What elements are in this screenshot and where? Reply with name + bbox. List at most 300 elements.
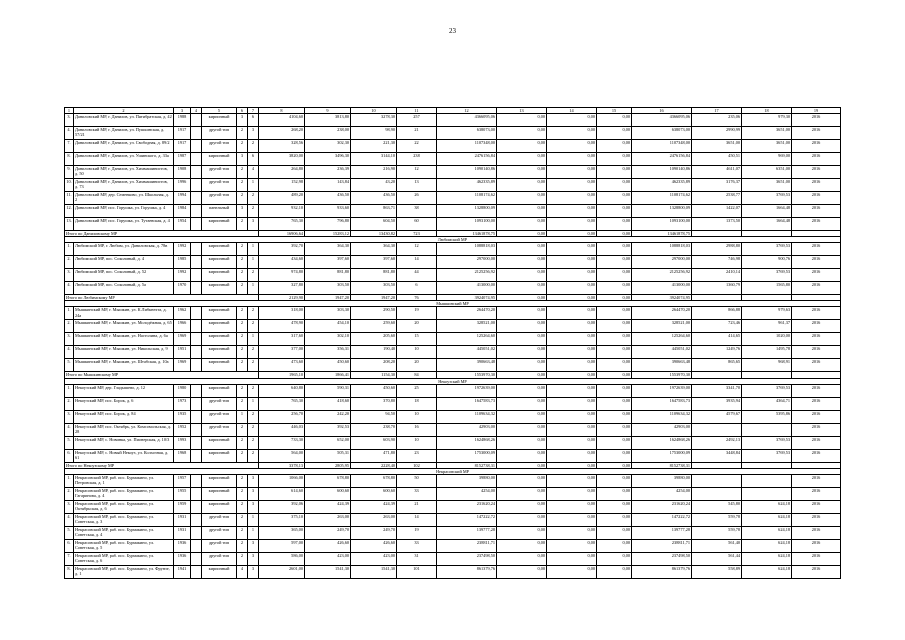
budget-cell: 0,00 — [547, 179, 597, 192]
owners-funds-cell: 139777,28 — [632, 526, 692, 539]
residents-cell: 21 — [397, 500, 437, 513]
cost-total-cell: 147222,72 — [437, 513, 497, 526]
local-budget-cell: 0,00 — [597, 565, 632, 578]
owners-funds-cell: 297000,00 — [632, 256, 692, 269]
entrances-cell: 2 — [248, 320, 259, 333]
local-budget-cell: 0,00 — [597, 487, 632, 500]
cost-total-cell: 1093100,00 — [437, 218, 497, 231]
unit-cost-cell: 3448,84 — [692, 449, 742, 462]
residents-cell: 25 — [397, 384, 437, 397]
area-cell: 454,10 — [305, 320, 351, 333]
completion-year-cell: 2016 — [792, 552, 841, 565]
address-cell: Некрасовский МР, раб. пос. Бурмакино, ул. Советская, д. 6 — [74, 552, 174, 565]
unit-cost-cell: 559,78 — [692, 513, 742, 526]
area-residential-cell: 678,80 — [351, 474, 397, 487]
wall-material-cell: кирпичный — [202, 307, 237, 320]
address-cell: Даниловский МР, г. Данилов, ул. Ушинского, д. 33а — [74, 153, 174, 166]
empty-cell — [191, 474, 202, 487]
area-cell: 236,39 — [305, 166, 351, 179]
row-number: 4. — [65, 513, 74, 526]
area-cell: 249,70 — [305, 526, 351, 539]
area-residential-cell: 450,60 — [351, 384, 397, 397]
column-number: 18 — [742, 108, 792, 114]
owners-funds-cell: 1090140,86 — [632, 166, 692, 179]
entrances-cell: 2 — [248, 410, 259, 423]
owners-funds-cell: 237498,50 — [632, 552, 692, 565]
area-total-cell: 473,60 — [259, 359, 305, 372]
max-cost-cell: 1664,48 — [742, 205, 792, 218]
local-budget-cell: 0,00 — [597, 539, 632, 552]
wall-material-cell: кирпичный — [202, 500, 237, 513]
cost-total-cell: 1108174,62 — [437, 192, 497, 205]
wall-material-cell: другой тип — [202, 397, 237, 410]
wall-material-cell: кирпичный — [202, 359, 237, 372]
empty-cell — [191, 153, 202, 166]
empty-cell — [191, 346, 202, 359]
residents-cell: 23 — [397, 449, 437, 462]
cost-total-cell: 413000,00 — [437, 282, 497, 295]
total-cost: 0,00 — [597, 462, 632, 468]
wall-material-cell: кирпичный — [202, 384, 237, 397]
unit-cost-cell: 723,46 — [692, 320, 742, 333]
owners-funds-cell: 328521,00 — [632, 320, 692, 333]
address-cell: Некоузский МР, пос. Борок, д. 6 — [74, 397, 174, 410]
unit-cost-cell: 2990,99 — [692, 127, 742, 140]
area-total-cell: 2601,00 — [259, 565, 305, 578]
total-cost: 0,00 — [547, 231, 597, 237]
total-area: 1154,30 — [351, 372, 397, 378]
table-row — [65, 539, 841, 552]
completion-year-cell: 2016 — [792, 384, 841, 397]
entrances-cell: 2 — [248, 205, 259, 218]
owners-funds-cell: 1109634,32 — [632, 410, 692, 423]
unit-cost-cell: 4579,67 — [692, 410, 742, 423]
local-budget-cell: 0,00 — [597, 269, 632, 282]
budget-cell: 0,00 — [547, 127, 597, 140]
total-cost: 13461878,75 — [632, 231, 692, 237]
completion-year-cell: 2016 — [792, 307, 841, 320]
table-row — [65, 513, 841, 526]
unit-cost-cell — [692, 487, 742, 500]
entrances-cell: 6 — [248, 114, 259, 127]
max-cost-cell: 1020,00 — [742, 333, 792, 346]
address-cell: Некрасовский МР, раб. пос. Бурмакино, ул. Советская, д. 4 — [74, 526, 174, 539]
wall-material-cell: кирпичный — [202, 269, 237, 282]
budget-cell: 0,00 — [547, 140, 597, 153]
budget-cell: 0,00 — [547, 114, 597, 127]
address-cell: Любимский МР, пос. Соколиный, д. 4 — [74, 256, 174, 269]
year-cell: 1959 — [174, 500, 191, 513]
address-cell: Мышкинский МР, г. Мышкин, ул. Настолина, д. 6а — [74, 333, 174, 346]
area-total-cell: 489,20 — [259, 192, 305, 205]
completion-year-cell: 2016 — [792, 436, 841, 449]
cost-total-cell: 297000,00 — [437, 256, 497, 269]
empty-cell — [191, 539, 202, 552]
area-total-cell: 317,60 — [259, 333, 305, 346]
area-total-cell: 264,80 — [259, 166, 305, 179]
column-number: 4 — [191, 108, 202, 114]
entrances-cell: 2 — [248, 140, 259, 153]
cost-total-cell: 638073,00 — [437, 127, 497, 140]
floors-cell: 4 — [237, 565, 248, 578]
completion-year-cell: 2016 — [792, 269, 841, 282]
empty-cell — [191, 423, 202, 436]
empty-cell — [191, 410, 202, 423]
fund-cell: 0,00 — [497, 320, 547, 333]
completion-year-cell: 2016 — [792, 140, 841, 153]
row-number: 2. — [65, 320, 74, 333]
unit-cost-cell: 561,44 — [692, 552, 742, 565]
area-cell: 450,60 — [305, 359, 351, 372]
wall-material-cell: кирпичный — [202, 320, 237, 333]
area-cell: 590,31 — [305, 384, 351, 397]
register-table — [64, 107, 841, 579]
residents-cell: 16 — [397, 423, 437, 436]
owners-funds-cell: 42903,00 — [632, 423, 692, 436]
address-cell: Некрасовский МР, раб. пос. Бурмакино, ул. Фрунзе, д. 1 — [74, 565, 174, 578]
area-residential-cell: 221,30 — [351, 140, 397, 153]
year-cell: 1917 — [174, 140, 191, 153]
total-cost: 0,00 — [547, 295, 597, 301]
cost-total-cell: 1328800,09 — [437, 205, 497, 218]
cost-total-cell: 1088818,03 — [437, 243, 497, 256]
year-cell: 1973 — [174, 397, 191, 410]
register-table-container — [64, 107, 840, 579]
fund-cell: 0,00 — [497, 127, 547, 140]
residents-cell: 21 — [397, 127, 437, 140]
year-cell: 1917 — [174, 127, 191, 140]
owners-funds-cell: 1108174,62 — [632, 192, 692, 205]
area-residential-cell: 1541,30 — [351, 565, 397, 578]
budget-cell: 0,00 — [547, 436, 597, 449]
cost-total-cell: 4366095,06 — [437, 114, 497, 127]
table-row — [65, 282, 841, 295]
cost-total-cell: 125264,60 — [437, 333, 497, 346]
fund-cell: 0,00 — [497, 179, 547, 192]
cost-total-cell: 445051,02 — [437, 346, 497, 359]
year-cell: 1994 — [174, 192, 191, 205]
fund-cell: 0,00 — [497, 153, 547, 166]
address-cell: Даниловский МР, г. Данилов, ул. Химмашинистов, д. 50 — [74, 166, 174, 179]
max-cost-cell: 4364,71 — [742, 397, 792, 410]
residents-cell: 20 — [397, 320, 437, 333]
max-cost-cell: 624,18 — [742, 526, 792, 539]
fund-cell: 0,00 — [497, 307, 547, 320]
cost-total-cell: 1090140,86 — [437, 166, 497, 179]
unit-cost-cell: 561,40 — [692, 539, 742, 552]
completion-year-cell: 2016 — [792, 114, 841, 127]
fund-cell: 0,00 — [497, 539, 547, 552]
table-row — [65, 243, 841, 256]
floors-cell: 2 — [237, 397, 248, 410]
total-area: 1947,20 — [305, 295, 351, 301]
local-budget-cell: 0,00 — [597, 333, 632, 346]
area-residential-cell: 94,50 — [351, 410, 397, 423]
entrances-cell: 3 — [248, 539, 259, 552]
area-total-cell: 614,60 — [259, 487, 305, 500]
residents-cell: 31 — [397, 552, 437, 565]
year-cell: 1993 — [174, 436, 191, 449]
area-residential-cell: 259,60 — [351, 320, 397, 333]
max-cost-cell: 624,18 — [742, 513, 792, 526]
cost-total-cell: 231620,24 — [437, 500, 497, 513]
budget-cell: 0,00 — [547, 526, 597, 539]
residents-cell: 38 — [397, 205, 437, 218]
section-title: Любимский МР — [65, 237, 841, 243]
unit-cost-cell: 3341,70 — [692, 384, 742, 397]
entrances-cell: 2 — [248, 307, 259, 320]
total-area: 16906,64 — [259, 231, 305, 237]
row-number: 3. — [65, 269, 74, 282]
table-row — [65, 114, 841, 127]
entrances-cell: 1 — [248, 282, 259, 295]
area-total-cell: 268,20 — [259, 127, 305, 140]
area-cell: 356,31 — [305, 346, 351, 359]
owners-funds-cell: 445051,02 — [632, 346, 692, 359]
row-number: 7. — [65, 140, 74, 153]
local-budget-cell: 0,00 — [597, 114, 632, 127]
area-total-cell: 328,56 — [259, 140, 305, 153]
area-residential-cell: 436,50 — [351, 192, 397, 205]
area-residential-cell: 471,80 — [351, 449, 397, 462]
local-budget-cell: 0,00 — [597, 526, 632, 539]
row-number: 3. — [65, 333, 74, 346]
area-residential-cell: 98,90 — [351, 127, 397, 140]
residents-cell: 6 — [397, 282, 437, 295]
row-number: 12. — [65, 205, 74, 218]
row-number: 6. — [65, 539, 74, 552]
max-cost-cell: 3769,53 — [742, 449, 792, 462]
residents-cell: 60 — [397, 218, 437, 231]
residents-cell: 33 — [397, 487, 437, 500]
local-budget-cell: 0,00 — [597, 256, 632, 269]
area-residential-cell: 263,00 — [351, 513, 397, 526]
area-residential-cell: 216,90 — [351, 166, 397, 179]
year-cell: 1957 — [174, 474, 191, 487]
budget-cell: 0,00 — [547, 500, 597, 513]
budget-cell: 0,00 — [547, 346, 597, 359]
area-cell: 505,31 — [305, 449, 351, 462]
floors-cell: 2 — [237, 243, 248, 256]
empty-cell — [191, 513, 202, 526]
total-area: 13430,82 — [351, 231, 397, 237]
address-cell: Мышкинский МР, г. Мышкин, ул. Никольская, д. 9 — [74, 346, 174, 359]
empty-cell — [191, 114, 202, 127]
budget-cell: 0,00 — [547, 243, 597, 256]
completion-year-cell: 2016 — [792, 127, 841, 140]
column-number: 16 — [632, 108, 692, 114]
completion-year-cell: 2016 — [792, 243, 841, 256]
unit-cost-cell — [692, 474, 742, 487]
completion-year-cell: 2016 — [792, 487, 841, 500]
empty-cell — [191, 192, 202, 205]
total-cost: 8152738,31 — [632, 462, 692, 468]
completion-year-cell: 2016 — [792, 153, 841, 166]
entrances-cell: 2 — [248, 192, 259, 205]
local-budget-cell: 0,00 — [597, 192, 632, 205]
fund-cell: 0,00 — [497, 513, 547, 526]
empty-cell — [191, 256, 202, 269]
total-cost: 13461878,75 — [437, 231, 497, 237]
fund-cell: 0,00 — [497, 269, 547, 282]
floors-cell: 3 — [237, 153, 248, 166]
fund-cell: 0,00 — [497, 474, 547, 487]
column-number: 19 — [792, 108, 841, 114]
owners-funds-cell: 1107348,00 — [632, 140, 692, 153]
wall-material-cell: другой тип — [202, 552, 237, 565]
total-residents: 102 — [397, 462, 437, 468]
total-cost: 1553970,30 — [632, 372, 692, 378]
row-number: 7. — [65, 552, 74, 565]
budget-cell: 0,00 — [547, 397, 597, 410]
budget-cell: 0,00 — [547, 565, 597, 578]
wall-material-cell: кирпичный — [202, 333, 237, 346]
max-cost-cell — [742, 474, 792, 487]
entrances-cell: 2 — [248, 269, 259, 282]
total-cost: 1553970,30 — [437, 372, 497, 378]
section-title: Некрасовский МР — [65, 468, 841, 474]
table-row — [65, 474, 841, 487]
area-cell: 392,53 — [305, 423, 351, 436]
max-cost-cell: 900,76 — [742, 256, 792, 269]
entrances-cell: 2 — [248, 423, 259, 436]
area-residential-cell: 3278,30 — [351, 114, 397, 127]
floors-cell: 2 — [237, 218, 248, 231]
floors-cell: 2 — [237, 423, 248, 436]
completion-year-cell: 2016 — [792, 397, 841, 410]
table-row — [65, 500, 841, 513]
owners-funds-cell: 390663,48 — [632, 359, 692, 372]
owners-funds-cell: 1753000,09 — [632, 449, 692, 462]
max-cost-cell — [742, 423, 792, 436]
row-number: 13. — [65, 218, 74, 231]
empty-cell — [191, 166, 202, 179]
residents-cell: 14 — [397, 256, 437, 269]
table-row — [65, 410, 841, 423]
area-cell: 302,30 — [305, 140, 351, 153]
table-row — [65, 256, 841, 269]
fund-cell: 0,00 — [497, 114, 547, 127]
area-cell: 436,50 — [305, 192, 351, 205]
unit-cost-cell — [692, 423, 742, 436]
wall-material-cell: другой тип — [202, 423, 237, 436]
floors-cell: 2 — [237, 140, 248, 153]
area-total-cell: 375,10 — [259, 513, 305, 526]
area-total-cell: 478,90 — [259, 320, 305, 333]
area-cell: 424,39 — [305, 500, 351, 513]
wall-material-cell: кирпичный — [202, 282, 237, 295]
completion-year-cell: 2016 — [792, 565, 841, 578]
local-budget-cell: 0,00 — [597, 140, 632, 153]
cost-total-cell: 1109634,32 — [437, 410, 497, 423]
entrances-cell: 3 — [248, 474, 259, 487]
total-cost: 3924074,95 — [632, 295, 692, 301]
column-number: 3 — [174, 108, 191, 114]
entrances-cell: 3 — [248, 500, 259, 513]
entrances-cell: 2 — [248, 359, 259, 372]
unit-cost-cell: 2538,77 — [692, 192, 742, 205]
total-label: Итого по Даниловскому МР — [65, 231, 259, 237]
wall-material-cell: кирпичный — [202, 346, 237, 359]
cost-total-cell: 861379,76 — [437, 565, 497, 578]
unit-cost-cell: 2410,14 — [692, 269, 742, 282]
total-label: Итого по Некоузскому МР — [65, 462, 259, 468]
entrances-cell: 1 — [248, 333, 259, 346]
budget-cell: 0,00 — [547, 449, 597, 462]
row-number: 2. — [65, 256, 74, 269]
fund-cell: 0,00 — [497, 205, 547, 218]
cost-total-cell: 42903,00 — [437, 423, 497, 436]
residents-cell: 12 — [397, 166, 437, 179]
wall-material-cell: панельный — [202, 205, 237, 218]
empty-cell — [191, 205, 202, 218]
budget-cell: 0,00 — [547, 359, 597, 372]
total-cost: 0,00 — [497, 372, 547, 378]
owners-funds-cell: 2125256,92 — [632, 269, 692, 282]
max-cost-cell: 3769,53 — [742, 436, 792, 449]
local-budget-cell: 0,00 — [597, 513, 632, 526]
address-cell: Некоузский МР, пос. Борок, д. 84 — [74, 410, 174, 423]
unit-cost-cell: 559,78 — [692, 526, 742, 539]
budget-cell: 0,00 — [547, 256, 597, 269]
column-number: 5 — [202, 108, 237, 114]
residents-cell: 19 — [397, 307, 437, 320]
empty-cell — [191, 526, 202, 539]
max-cost-cell: 979,30 — [742, 114, 792, 127]
entrances-cell: 3 — [248, 565, 259, 578]
fund-cell: 0,00 — [497, 436, 547, 449]
area-cell: 242,20 — [305, 410, 351, 423]
fund-cell: 0,00 — [497, 397, 547, 410]
budget-cell: 0,00 — [547, 205, 597, 218]
max-cost-cell: 979,63 — [742, 307, 792, 320]
table-row — [65, 218, 841, 231]
column-number: 11 — [397, 108, 437, 114]
budget-cell: 0,00 — [547, 218, 597, 231]
residents-cell: 101 — [397, 565, 437, 578]
year-cell: 1951 — [174, 346, 191, 359]
unit-cost-cell: 865,65 — [692, 359, 742, 372]
empty-cell — [191, 436, 202, 449]
area-residential-cell: 863,71 — [351, 205, 397, 218]
max-cost-cell: 3769,53 — [742, 269, 792, 282]
empty-cell — [191, 397, 202, 410]
column-number: 10 — [351, 108, 397, 114]
entrances-cell: 2 — [248, 384, 259, 397]
owners-funds-cell: 39880,00 — [632, 474, 692, 487]
entrances-cell: 1 — [248, 513, 259, 526]
budget-cell: 0,00 — [547, 474, 597, 487]
table-row — [65, 205, 841, 218]
budget-cell: 0,00 — [547, 282, 597, 295]
area-residential-cell: 424,39 — [351, 500, 397, 513]
floors-cell: 2 — [237, 436, 248, 449]
local-budget-cell: 0,00 — [597, 346, 632, 359]
area-cell: 303,50 — [305, 282, 351, 295]
address-cell: Некоузский МР, дер. Гладышево, д. 12 — [74, 384, 174, 397]
max-cost-cell: 6351,00 — [742, 166, 792, 179]
total-area: 1965,10 — [259, 372, 305, 378]
area-cell: 397,60 — [305, 256, 351, 269]
floors-cell: 2 — [237, 487, 248, 500]
completion-year-cell: 2016 — [792, 192, 841, 205]
local-budget-cell: 0,00 — [597, 384, 632, 397]
row-number: 11. — [65, 192, 74, 205]
area-residential-cell: 43,20 — [351, 179, 397, 192]
area-total-cell: 392,70 — [259, 243, 305, 256]
address-cell: Даниловский МР, дер. Семенково, ул. Школьная, д. 2 — [74, 192, 174, 205]
local-budget-cell: 0,00 — [597, 423, 632, 436]
